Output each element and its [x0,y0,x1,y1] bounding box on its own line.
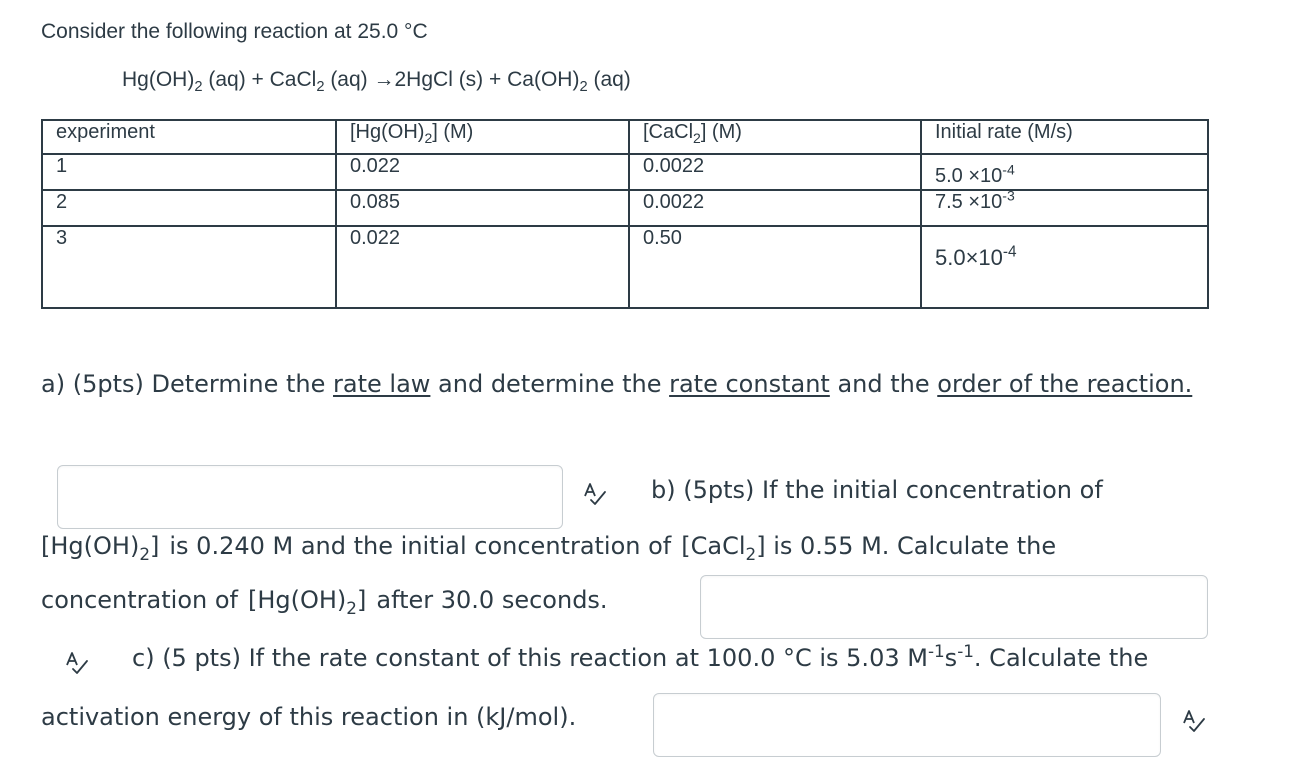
header-experiment: experiment [42,120,336,154]
rate-law-term: rate law [333,370,431,398]
header-initial-rate: Initial rate (M/s) [921,120,1208,154]
rate-constant-term: rate constant [669,370,830,398]
question-a: a) (5pts) Determine the rate law and determine the rate constant and the order of the reaction. [41,370,1193,398]
cell-hg: 0.022 [336,154,629,190]
table-row [42,154,1208,190]
spellcheck-icon[interactable] [1181,708,1207,734]
cell-experiment: 3 [42,226,336,308]
cell-ca: 0.0022 [629,154,921,190]
answer-b-input[interactable] [700,575,1208,639]
cell-rate: $7.5 \times 10^{-3}$ [921,190,1208,226]
header-cacl2-concentration: [CaCl$_2$] (M) [629,120,921,154]
question-c-line2: activation energy of this reaction in (kJ/mol). [41,703,577,731]
table-row [42,190,1208,226]
question-b-line1: b) (5pts) If the initial concentration of [651,476,1103,504]
table-row [42,226,1208,308]
question-c-line1: c) (5 pts) If the rate constant of this reaction at 100.0 °C is 5.03 $M^{-1}s^{-1}$. Calculate the [132,640,1149,672]
question-b-line3: concentration of $[Hg(OH)_2]$ after 30.0 seconds. [41,586,608,618]
intro-text: Consider the following reaction at 25.0 °C [41,20,428,43]
cell-experiment: 1 [42,154,336,190]
rate-data-table [41,119,1209,309]
order-term: order of the reaction. [937,370,1193,398]
question-b-line2: $[Hg(OH)_2]$ is 0.240 M and the initial concentration of [CaCl$_2$] is 0.55 M. Calculate the [41,532,1057,564]
spellcheck-icon[interactable] [582,481,608,507]
cell-ca: 0.0022 [629,190,921,226]
cell-experiment: 2 [42,190,336,226]
cell-ca: 0.50 [629,226,921,308]
spellcheck-icon[interactable] [64,650,90,676]
cell-rate: $5.0 \times 10^{-4}$ [921,154,1208,190]
cell-rate: $5.0\times 10^{-4}$ [921,226,1208,308]
cell-hg: 0.085 [336,190,629,226]
answer-a-input[interactable] [57,465,563,529]
cell-hg: 0.022 [336,226,629,308]
reaction-equation: $Hg(OH)_2$ (aq) + CaCl$_2$ (aq) →2HgCl $(s) + Ca(OH)_2$ (aq) [122,68,631,96]
header-hg-concentration: $[Hg(OH)_2]$ (M) [336,120,629,154]
answer-c-input[interactable] [653,693,1161,757]
table-header-row [42,120,1208,154]
